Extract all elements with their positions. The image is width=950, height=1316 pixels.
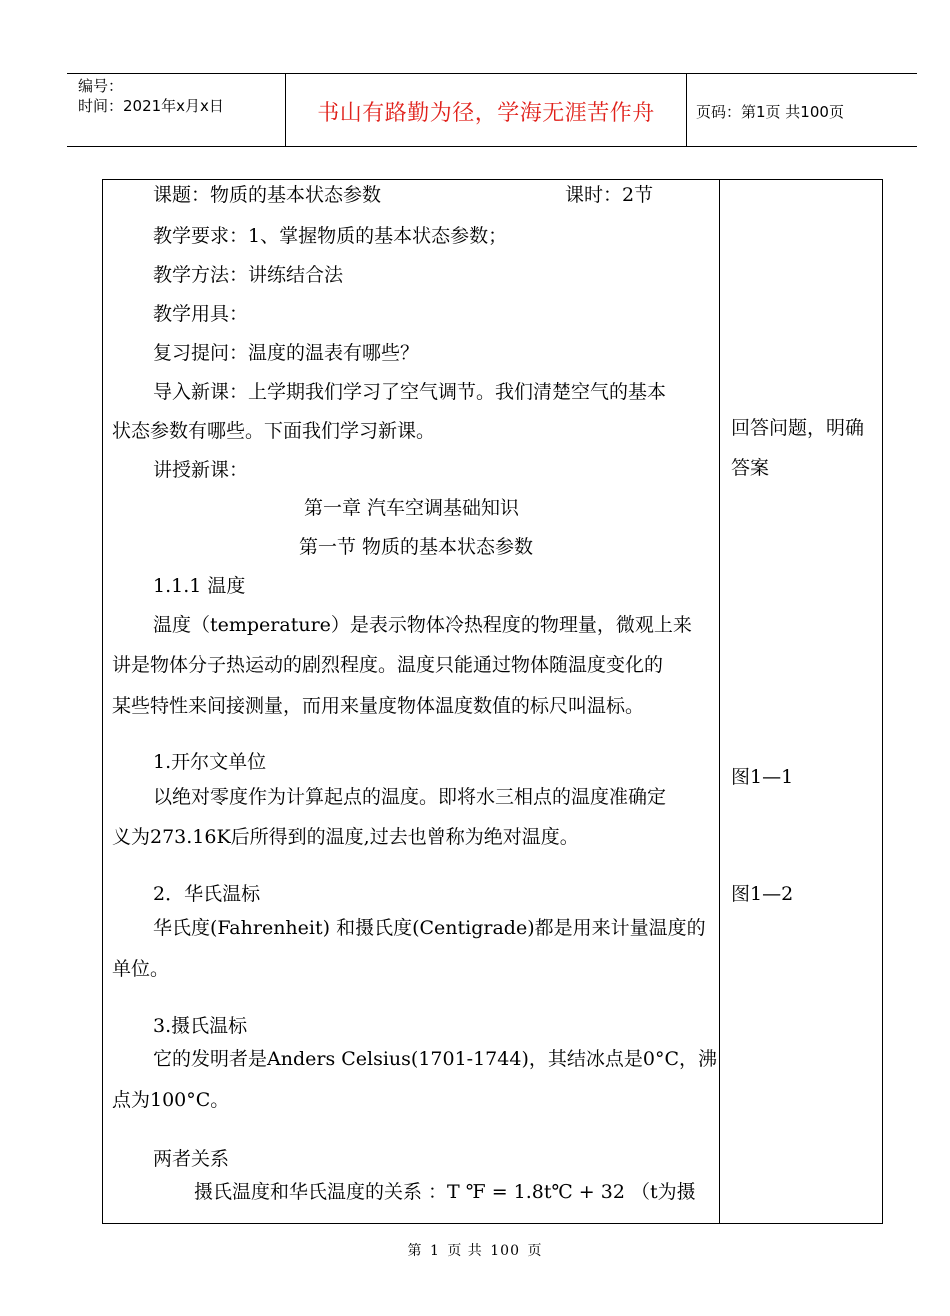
page-footer: [0, 1240, 950, 1260]
header-motto: 书山有路勤为径，学海无涯苦作舟: [317, 101, 655, 126]
kelvin-heading: 1.开尔文单位: [153, 751, 267, 773]
paragraph-line: 单位。: [112, 958, 170, 980]
intro-line-1: 导入新课：上学期我们学习了空气调节。我们清楚空气的基本: [153, 381, 667, 403]
document-number-label: 编号：: [78, 77, 124, 95]
header-divider-right: [686, 73, 687, 146]
side-answer-line-1: 回答问题，明确: [731, 417, 865, 439]
header-top-rule: [67, 73, 917, 74]
chapter-heading: 第一章 汽车空调基础知识: [304, 497, 520, 519]
paragraph-line: 某些特性来间接测量，而用来量度物体温度数值的标尺叫温标。: [112, 695, 645, 717]
paragraph-line: 以绝对零度作为计算起点的温度。即将水三相点的温度准确定: [153, 786, 667, 808]
footer-pre: 第: [407, 1243, 423, 1259]
paragraph-line: 点为100°C。: [112, 1089, 230, 1111]
footer-mid: 页 共: [447, 1243, 483, 1259]
relation-heading: 两者关系: [153, 1148, 230, 1170]
paragraph-line: 温度（temperature）是表示物体冷热程度的物理量，微观上来: [153, 614, 692, 636]
paragraph-line: 华氏度(Fahrenheit) 和摄氏度(Centigrade)都是用来计量温度的: [153, 917, 706, 939]
intro-line-2: 状态参数有哪些。下面我们学习新课。: [112, 420, 436, 442]
footer-total-pages: 100: [490, 1243, 520, 1259]
side-answer-line-2: 答案: [731, 457, 770, 479]
subsection-heading: 1.1.1 温度: [153, 575, 246, 597]
footer-page-number: 1: [429, 1243, 440, 1259]
figure-ref-2: 图1—2: [731, 883, 794, 905]
paragraph-line: 讲是物体分子热运动的剧烈程度。温度只能通过物体随温度变化的: [112, 654, 664, 676]
fahrenheit-heading: 2．华氏温标: [153, 883, 261, 905]
figure-ref-1: 图1—1: [731, 766, 794, 788]
header-page-label: 页码：第1页 共100页: [696, 103, 844, 121]
paragraph-line: 它的发明者是Anders Celsius(1701-1744)，其结冰点是0°C，沸: [153, 1048, 717, 1070]
footer-post: 页: [527, 1243, 543, 1259]
section-heading: 第一节 物质的基本状态参数: [299, 536, 534, 558]
document-time-label: 时间：2021年x月x日: [78, 97, 224, 115]
teaching-tools: 教学用具：: [153, 303, 249, 325]
relation-formula: 摄氏温度和华氏温度的关系 ：T ℉ = 1.8t℃ + 32 （t为摄: [194, 1181, 696, 1203]
teaching-requirement: 教学要求：1、掌握物质的基本状态参数；: [153, 225, 508, 247]
new-lesson-label: 讲授新课：: [153, 459, 249, 481]
lesson-topic: 课题：物质的基本状态参数: [153, 184, 382, 206]
teaching-method: 教学方法：讲练结合法: [153, 264, 344, 286]
lesson-table-column-divider: [719, 179, 720, 1224]
celsius-heading: 3.摄氏温标: [153, 1015, 248, 1037]
lesson-hours: 课时：2节: [565, 184, 654, 206]
paragraph-line: 义为273.16K后所得到的温度,过去也曾称为绝对温度。: [112, 826, 579, 848]
header-meta: [78, 76, 224, 116]
header-bottom-rule: [67, 146, 917, 147]
review-question: 复习提问：温度的温表有哪些？: [153, 342, 420, 364]
